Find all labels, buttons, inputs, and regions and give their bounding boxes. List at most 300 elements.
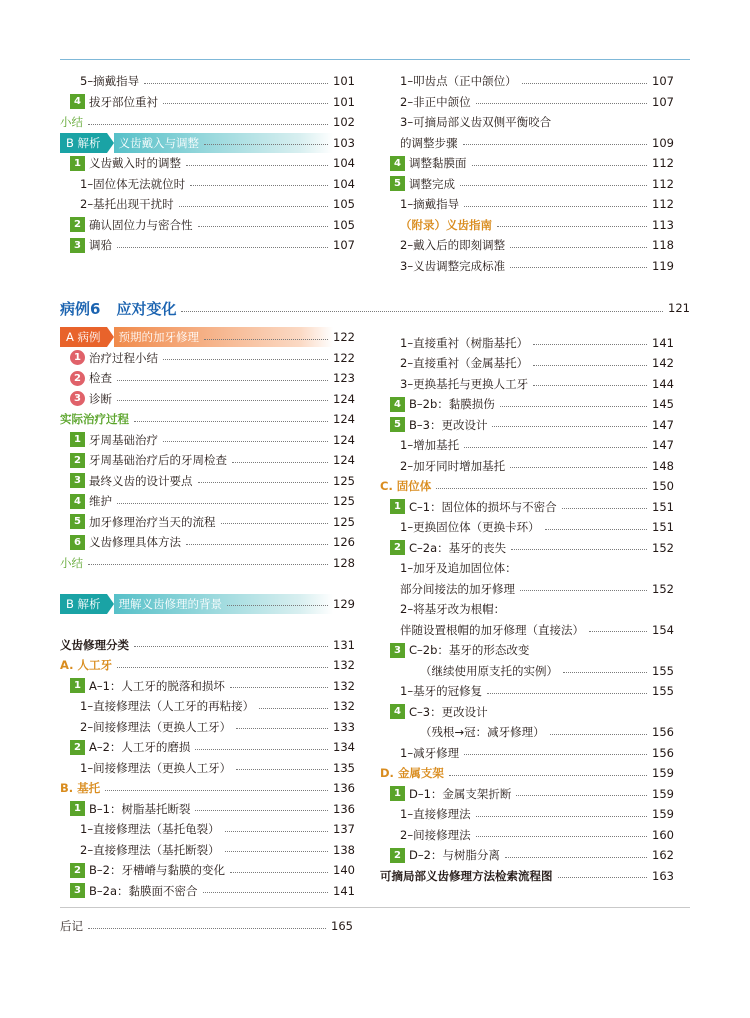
entry-text: 2–将基牙改为根帽：	[400, 602, 506, 616]
page-number: 131	[333, 637, 355, 652]
entry-text: 小结	[60, 115, 83, 129]
number-badge: 1	[390, 499, 405, 514]
leader-dots	[179, 206, 328, 207]
section-label: A 病例	[60, 327, 107, 347]
number-badge: 2	[70, 453, 85, 468]
entry-text: 部分间接法的加牙修理	[400, 581, 515, 596]
leader-dots	[117, 503, 328, 504]
page-number: 162	[652, 848, 674, 862]
section-title-bar	[114, 327, 334, 347]
section-title-bar	[114, 594, 334, 614]
number-badge: 4	[390, 397, 405, 412]
toc-entry[interactable]	[380, 804, 674, 824]
entry-text: 5–摘戴指导	[80, 74, 140, 88]
entry-text: 检查	[89, 371, 112, 385]
entry-text: A–2：人工牙的磨损	[89, 740, 191, 754]
leader-dots	[522, 83, 647, 84]
entry-text: C–1：固位体的损坏与不密合	[409, 499, 557, 514]
page-number: 104	[333, 176, 355, 191]
entry-text: B–1：树脂基托断裂	[89, 801, 191, 816]
page-number: 124	[333, 453, 355, 467]
entry-text: 1–更换固位体（更换卡环）	[400, 520, 540, 534]
entry-text: B–2a：黏膜面不密合	[89, 883, 198, 898]
entry-text: D–2：与树脂分离	[409, 848, 500, 862]
leader-dots	[545, 529, 647, 530]
leader-dots	[195, 810, 328, 811]
page-number: 105	[333, 217, 355, 232]
entry-text: 1–固位体无法就位时	[80, 176, 186, 191]
toc-entry[interactable]	[60, 174, 355, 194]
case-title: 应对变化	[116, 299, 177, 318]
leader-dots	[510, 267, 647, 268]
number-badge: 1	[390, 786, 405, 801]
entry-text: 2–直接修理法（基托断裂）	[80, 842, 220, 857]
toc-entry[interactable]	[380, 640, 674, 660]
number-badge: 2	[70, 371, 85, 386]
leader-dots	[203, 892, 329, 893]
toc-entry[interactable]	[380, 333, 674, 353]
page-number: 101	[333, 94, 355, 109]
chevron-right-icon	[107, 594, 114, 614]
page-number: 109	[652, 135, 674, 150]
toc-section-header[interactable]	[60, 133, 355, 153]
toc-entry[interactable]	[380, 456, 674, 476]
entry-text: 1–间接修理法（更换人工牙）	[80, 760, 232, 775]
toc-entry[interactable]	[380, 415, 674, 435]
page-number: 160	[652, 827, 674, 842]
leader-dots	[232, 462, 328, 463]
page-number: 107	[652, 74, 674, 88]
entry-text: 2–加牙同时增加基托	[400, 458, 506, 473]
toc-entry[interactable]	[60, 696, 355, 716]
toc-entry[interactable]	[380, 866, 674, 886]
toc-entry[interactable]	[380, 517, 674, 537]
leader-dots	[236, 769, 328, 770]
toc-entry-afterword[interactable]	[60, 916, 353, 936]
toc-entry[interactable]	[380, 825, 674, 845]
number-badge: 3	[70, 883, 85, 898]
toc-entry[interactable]	[60, 553, 355, 573]
page-number: 138	[333, 842, 355, 857]
page-number: 156	[652, 725, 674, 739]
page-number: 144	[652, 376, 674, 391]
entry-text: 2–基托出现干扰时	[80, 197, 174, 211]
toc-entry[interactable]	[380, 374, 674, 394]
toc-entry[interactable]	[380, 661, 674, 681]
toc-entry[interactable]	[60, 153, 355, 173]
entry-text: 2–间接修理法	[400, 827, 471, 842]
page-number: 151	[652, 520, 674, 534]
page-number: 119	[652, 258, 674, 273]
entry-text: 2–戴入后的即刻调整	[400, 238, 506, 252]
page-number: 125	[333, 473, 355, 488]
toc-entry[interactable]	[60, 819, 355, 839]
page-number: 129	[333, 596, 355, 611]
entry-text: 诊断	[89, 391, 112, 406]
entry-text: 3–可摘局部义齿双侧平衡咬合	[400, 115, 552, 129]
entry-text: 拔牙部位重衬	[89, 94, 158, 109]
entry-text: 1–加牙及追加固位体：	[400, 561, 517, 575]
number-badge: 4	[390, 704, 405, 719]
entry-text: 1–增加基托	[400, 438, 460, 452]
leader-dots	[88, 124, 328, 125]
case-heading[interactable]	[60, 296, 690, 320]
toc-entry[interactable]	[60, 717, 355, 737]
page-number: 135	[333, 760, 355, 775]
toc-entry[interactable]	[60, 881, 355, 901]
leader-dots	[163, 441, 328, 442]
leader-dots	[221, 523, 329, 524]
leader-dots	[117, 247, 328, 248]
number-badge: 4	[390, 156, 405, 171]
leader-dots	[476, 816, 647, 817]
number-badge: 5	[390, 176, 405, 191]
entry-text: 调𬌗	[89, 238, 112, 252]
number-badge: 1	[70, 801, 85, 816]
toc-entry[interactable]	[60, 532, 355, 552]
leader-dots	[225, 831, 328, 832]
entry-text: 牙周基础治疗后的牙周检查	[89, 453, 227, 467]
entry-text: 1–摘戴指导	[400, 197, 460, 211]
entry-text: 1–叩齿点（正中颌位）	[400, 74, 517, 88]
page-number: 156	[652, 745, 674, 760]
page-number: 141	[652, 335, 674, 350]
page-number: 147	[652, 417, 674, 432]
entry-text: 维护	[89, 494, 112, 508]
entry-text: 伴随设置根帽的加牙修理（直接法）	[400, 622, 584, 637]
toc-entry[interactable]	[60, 758, 355, 778]
toc-entry[interactable]	[380, 235, 674, 255]
leader-dots	[230, 872, 328, 873]
page-number: 124	[333, 391, 355, 406]
bottom-rule	[60, 907, 690, 908]
page-number: 132	[333, 658, 355, 672]
number-badge: 5	[70, 514, 85, 529]
leader-dots	[516, 795, 647, 796]
leader-dots	[186, 544, 328, 545]
section-title-bar	[114, 133, 334, 153]
leader-dots	[497, 226, 647, 227]
chevron-right-icon	[107, 133, 114, 153]
top-rule	[60, 59, 690, 60]
page-number: 152	[652, 540, 674, 555]
entry-text: B. 基托	[60, 781, 101, 795]
leader-dots	[464, 206, 647, 207]
leader-dots	[492, 426, 647, 427]
page-number: 165	[331, 919, 353, 933]
toc-entry[interactable]	[60, 450, 355, 470]
leader-dots	[500, 406, 647, 407]
leader-dots	[558, 877, 648, 878]
entry-text: D. 金属支架	[380, 766, 444, 780]
page-number: 112	[652, 176, 674, 191]
leader-dots	[227, 605, 328, 606]
entry-text: 的调整步骤	[400, 135, 458, 150]
toc-entry[interactable]	[60, 799, 355, 819]
page-number: 103	[333, 135, 355, 150]
number-badge: 3	[390, 643, 405, 658]
page-number: 122	[333, 330, 355, 344]
entry-text: 确认固位力与密合性	[89, 217, 193, 232]
entry-text: （残根→冠：减牙修理）	[420, 725, 545, 739]
leader-dots	[476, 103, 647, 104]
leader-dots	[163, 103, 328, 104]
entry-text: 调整完成	[409, 176, 455, 191]
leader-dots	[163, 359, 328, 360]
toc-entry[interactable]	[380, 215, 674, 235]
toc-entry[interactable]	[60, 348, 355, 368]
toc-entry[interactable]	[60, 635, 355, 655]
toc-entry[interactable]	[380, 174, 674, 194]
entry-text: 义齿修理分类	[60, 637, 129, 652]
entry-text: 调整黏膜面	[409, 156, 467, 170]
entry-text: 义齿修理具体方法	[89, 535, 181, 549]
number-badge: 2	[70, 740, 85, 755]
toc-entry[interactable]	[60, 215, 355, 235]
page-number: 123	[333, 371, 355, 385]
number-badge: 5	[390, 417, 405, 432]
page-number: 159	[652, 786, 674, 801]
leader-dots	[198, 226, 329, 227]
toc-entry[interactable]	[380, 71, 674, 91]
leader-dots	[550, 734, 647, 735]
leader-dots	[464, 754, 647, 755]
toc-entry[interactable]	[60, 676, 355, 696]
leader-dots	[562, 508, 647, 509]
toc-entry[interactable]	[380, 538, 674, 558]
toc-entry[interactable]	[60, 71, 355, 91]
toc-entry[interactable]	[60, 860, 355, 880]
leader-dots	[134, 646, 328, 647]
toc-entry[interactable]	[60, 491, 355, 511]
page-number: 136	[333, 801, 355, 816]
leader-dots	[230, 687, 328, 688]
toc-section-header[interactable]	[60, 327, 355, 347]
number-badge: 6	[70, 535, 85, 550]
number-badge: 4	[70, 494, 85, 509]
page-number: 118	[652, 238, 674, 252]
entry-text: 1–基牙的冠修复	[400, 684, 483, 698]
leader-dots	[472, 165, 648, 166]
page-number: 163	[652, 868, 674, 883]
toc-entry[interactable]	[380, 763, 674, 783]
page-number: 152	[652, 581, 674, 596]
leader-dots	[510, 467, 647, 468]
toc-entry[interactable]	[380, 256, 674, 276]
leader-dots	[88, 928, 326, 929]
toc-entry[interactable]	[380, 722, 674, 742]
entry-text: D–1：金属支架折断	[409, 786, 512, 801]
page-number: 145	[652, 397, 674, 411]
entry-text: B–2b：黏膜损伤	[409, 397, 495, 411]
page-number: 141	[333, 883, 355, 898]
number-badge: 2	[390, 848, 405, 863]
entry-text: A. 人工牙	[60, 658, 112, 672]
entry-text: 3–更换基托与更换人工牙	[400, 376, 529, 391]
number-badge: 3	[70, 473, 85, 488]
page-number: 107	[333, 238, 355, 252]
toc-entry[interactable]	[380, 497, 674, 517]
leader-dots	[511, 549, 647, 550]
page-number: 102	[333, 115, 355, 129]
page-number: 155	[652, 663, 674, 678]
leader-dots	[487, 693, 647, 694]
leader-dots	[117, 400, 328, 401]
section-label: B 解析	[60, 594, 107, 614]
page-number: 134	[333, 740, 355, 754]
leader-dots	[117, 667, 328, 668]
page-number: 140	[333, 863, 355, 877]
entry-text: 1–直接修理法	[400, 807, 471, 821]
entry-text: C–2a：基牙的丧失	[409, 540, 507, 555]
page-number: 147	[652, 438, 674, 452]
leader-dots	[510, 247, 647, 248]
page-number: 159	[652, 807, 674, 821]
toc-entry[interactable]	[60, 368, 355, 388]
entry-text: 实际治疗过程	[60, 412, 129, 426]
leader-dots	[259, 708, 328, 709]
toc-entry[interactable]	[60, 389, 355, 409]
page-number: 122	[333, 350, 355, 365]
toc-entry[interactable]	[380, 784, 674, 804]
toc-entry[interactable]	[380, 153, 674, 173]
leader-dots	[134, 421, 328, 422]
page-number: 154	[652, 622, 674, 637]
page-number: 125	[333, 514, 355, 529]
page-number: 112	[652, 156, 674, 170]
page-number: 159	[652, 766, 674, 780]
toc-entry[interactable]	[60, 409, 355, 429]
section-label: B 解析	[60, 133, 107, 153]
page-number: 132	[333, 699, 355, 713]
entry-text: 义齿戴入时的调整	[89, 156, 181, 170]
number-badge: 4	[70, 94, 85, 109]
leader-dots	[449, 775, 647, 776]
page-number: 142	[652, 356, 674, 370]
page-number: 121	[668, 301, 690, 315]
toc-entry[interactable]	[380, 194, 674, 214]
toc-entry[interactable]	[60, 512, 355, 532]
leader-dots	[181, 311, 663, 312]
entry-text: B–2：牙槽嵴与黏膜的变化	[89, 863, 225, 877]
toc-entry[interactable]	[60, 194, 355, 214]
page-number: 148	[652, 458, 674, 473]
entry-text: 牙周基础治疗	[89, 432, 158, 447]
toc-entry[interactable]	[380, 435, 674, 455]
leader-dots	[464, 447, 647, 448]
toc-entry[interactable]	[60, 655, 355, 675]
entry-text: 治疗过程小结	[89, 350, 158, 365]
page-number: 124	[333, 412, 355, 426]
toc-section-header[interactable]	[60, 594, 355, 614]
entry-text: 1–直接重衬（树脂基托）	[400, 335, 529, 350]
page-number: 107	[652, 94, 674, 109]
toc-entry[interactable]	[60, 235, 355, 255]
leader-dots	[186, 165, 328, 166]
number-badge: 1	[70, 350, 85, 365]
toc-entry[interactable]	[380, 112, 674, 132]
toc-entry[interactable]	[380, 743, 674, 763]
entry-text: 1–直接修理法（基托龟裂）	[80, 822, 220, 836]
leader-dots	[476, 836, 647, 837]
entry-text: 可摘局部义齿修理方法检索流程图	[380, 868, 553, 883]
toc-entry[interactable]	[380, 558, 674, 578]
entry-text: 2–直接重衬（金属基托）	[400, 356, 529, 370]
toc-entry[interactable]	[380, 681, 674, 701]
number-badge: 3	[70, 391, 85, 406]
page-number: 126	[333, 535, 355, 549]
leader-dots	[198, 482, 329, 483]
leader-dots	[204, 144, 328, 145]
leader-dots	[505, 857, 647, 858]
leader-dots	[533, 344, 647, 345]
page-number: 136	[333, 781, 355, 795]
entry-text: 3–义齿调整完成标准	[400, 258, 506, 273]
page-number: 125	[333, 494, 355, 508]
toc-entry[interactable]	[380, 702, 674, 722]
page-number: 155	[652, 684, 674, 698]
leader-dots	[88, 564, 328, 565]
toc-entry[interactable]	[60, 92, 355, 112]
page-number: 124	[333, 432, 355, 447]
page-number: 105	[333, 197, 355, 211]
entry-text: C. 固位体	[380, 479, 432, 493]
toc-entry[interactable]	[60, 471, 355, 491]
number-badge: 1	[70, 678, 85, 693]
toc-entry[interactable]	[380, 394, 674, 414]
case-number: 病例6	[60, 299, 101, 318]
leader-dots	[563, 672, 647, 673]
leader-dots	[105, 790, 328, 791]
toc-entry[interactable]	[60, 737, 355, 757]
entry-text: 1–直接修理法（人工牙的再粘接）	[80, 699, 255, 713]
entry-text: 2–非正中颌位	[400, 94, 471, 109]
entry-text: （附录）义齿指南	[400, 217, 492, 232]
toc-entry[interactable]	[380, 620, 674, 640]
toc-entry[interactable]	[380, 353, 674, 373]
page-number: 151	[652, 499, 674, 514]
leader-dots	[436, 488, 647, 489]
toc-entry[interactable]	[380, 476, 674, 496]
toc-entry[interactable]	[380, 92, 674, 112]
leader-dots	[460, 185, 647, 186]
page-number: 101	[333, 74, 355, 88]
toc-entry[interactable]	[380, 579, 674, 599]
toc-entry[interactable]	[380, 599, 674, 619]
number-badge: 2	[390, 540, 405, 555]
toc-entry[interactable]	[60, 112, 355, 132]
toc-entry[interactable]	[60, 840, 355, 860]
leader-dots	[520, 590, 647, 591]
leader-dots	[589, 631, 647, 632]
page-number: 137	[333, 822, 355, 836]
leader-dots	[533, 365, 647, 366]
entry-text: （继续使用原支托的实例）	[420, 663, 558, 678]
entry-text: 加牙修理治疗当天的流程	[89, 514, 216, 529]
toc-entry[interactable]	[380, 845, 674, 865]
toc-entry[interactable]	[60, 430, 355, 450]
toc-entry[interactable]	[380, 133, 674, 153]
number-badge: 1	[70, 432, 85, 447]
page-number: 112	[652, 197, 674, 211]
entry-text: C–2b：基牙的形态改变	[409, 643, 530, 657]
page-number: 133	[333, 719, 355, 734]
entry-text: B–3：更改设计	[409, 417, 488, 432]
section-title: 理解义齿修理的背景	[118, 596, 223, 611]
toc-entry[interactable]	[60, 778, 355, 798]
chevron-right-icon	[107, 327, 114, 347]
leader-dots	[195, 749, 328, 750]
